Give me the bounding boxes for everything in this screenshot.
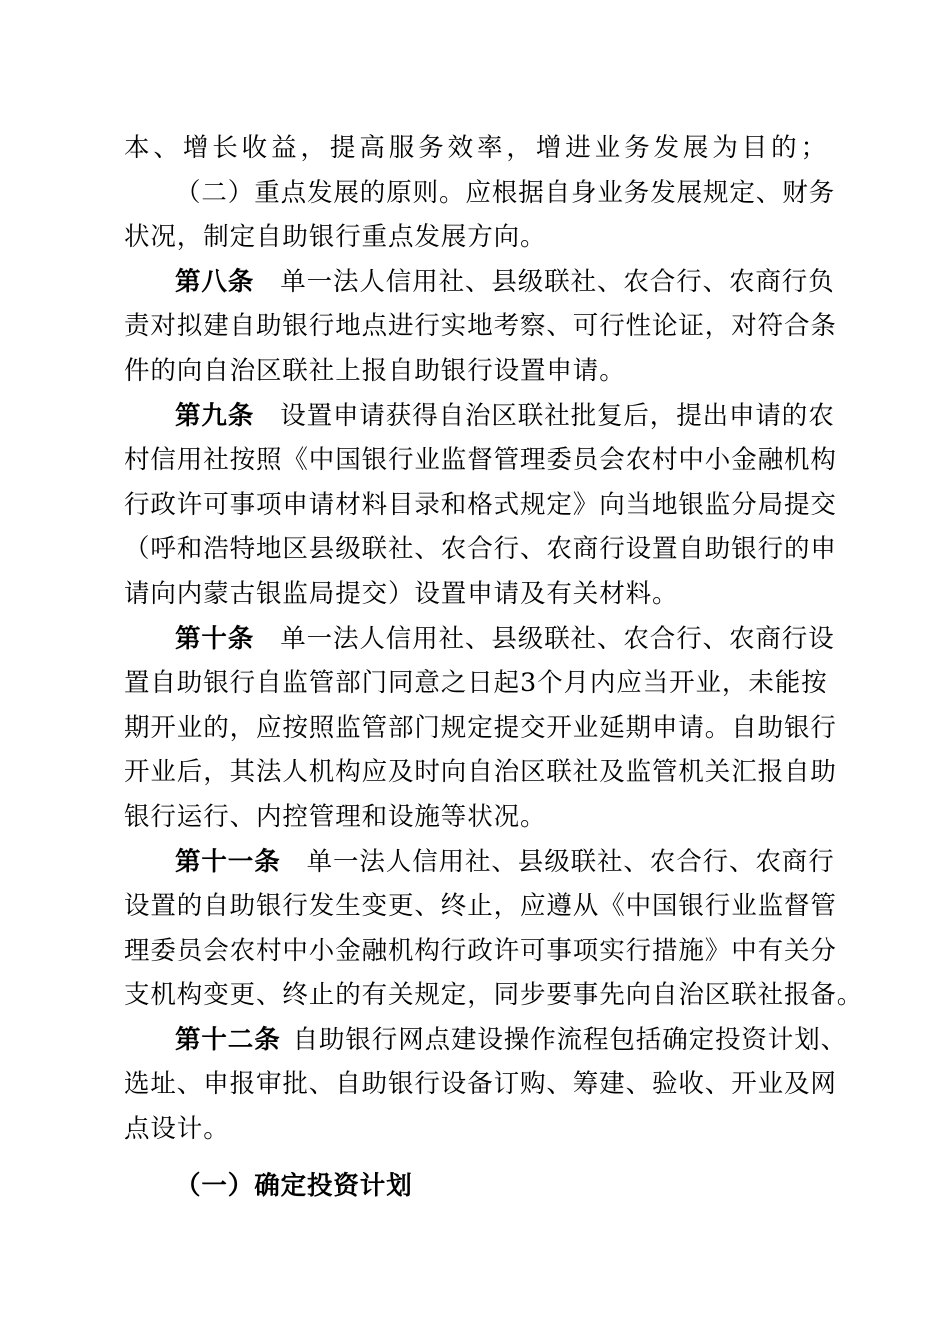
text-line: 自助银行网点建设操作流程包括确定投资计划、 <box>292 1024 848 1055</box>
text-line: 单一法人信用社、县级联社、农合行、农商行设 <box>280 623 835 654</box>
article-10-first-line <box>124 617 835 662</box>
text-line: 本、增长收益，提高服务效率，增进业务发展为目的； <box>124 133 827 163</box>
text-line: 支机构变更、终止的有关规定，同步要事先向自治区联社报备。 <box>124 980 864 1011</box>
article-11-title: 第十一条 <box>175 846 281 877</box>
article-8-title: 第八条 <box>175 266 255 297</box>
section-heading: （一）确定投资计划 <box>175 1170 413 1201</box>
text-line: 开业后，其法人机构应及时向自治区联社及监管机关汇报自助 <box>124 757 837 788</box>
article-12-title: 第十二条 <box>175 1024 281 1055</box>
text-line: 单一法人信用社、县级联社、农合行、农商行 <box>306 846 835 877</box>
text-line: 点设计。 <box>124 1114 230 1145</box>
article-8-first-line <box>124 260 835 305</box>
text-line: 状况，制定自助银行重点发展方向。 <box>124 222 547 253</box>
text-line: 选址、申报审批、自助银行设备订购、筹建、验收、开业及网 <box>124 1069 837 1100</box>
article-10-title: 第十条 <box>175 623 255 654</box>
text-line: 行政许可事项申请材料目录和格式规定》向当地银监分局提交 <box>124 489 837 520</box>
text-line: （呼和浩特地区县级联社、农合行、农商行设置自助银行的申 <box>124 534 837 565</box>
text-line: 置自助银行自监管部门同意之日起3个月内应当开业，未能按 <box>124 668 828 699</box>
text-line: 设置的自助银行发生变更、终止，应遵从《中国银行业监督管 <box>124 891 837 922</box>
document-body <box>124 126 864 1208</box>
text-line: 期开业的，应按照监管部门规定提交开业延期申请。自助银行 <box>124 712 837 743</box>
text-line: 银行运行、内控管理和设施等状况。 <box>124 801 547 832</box>
article-12-first-line <box>124 1018 848 1063</box>
text-line: 请向内蒙古银监局提交）设置申请及有关材料。 <box>124 578 679 609</box>
text-line: 理委员会农村中小金融机构行政许可事项实行措施》中有关分 <box>124 935 837 966</box>
text-line: 单一法人信用社、县级联社、农合行、农商行负 <box>280 266 835 297</box>
article-11-first-line <box>124 840 835 885</box>
text-line: 村信用社按照《中国银行业监督管理委员会农村中小金融机构 <box>124 445 837 476</box>
text-line: 设置申请获得自治区联社批复后，提出申请的农 <box>280 400 835 431</box>
text-line: （二）重点发展的原则。应根据自身业务发展规定、财务 <box>175 177 836 208</box>
article-9-first-line <box>124 394 835 439</box>
text-line: 责对拟建自助银行地点进行实地考察、可行性论证，对符合条 <box>124 311 837 342</box>
text-line: 件的向自治区联社上报自助银行设置申请。 <box>124 355 626 386</box>
article-9-title: 第九条 <box>175 400 255 431</box>
